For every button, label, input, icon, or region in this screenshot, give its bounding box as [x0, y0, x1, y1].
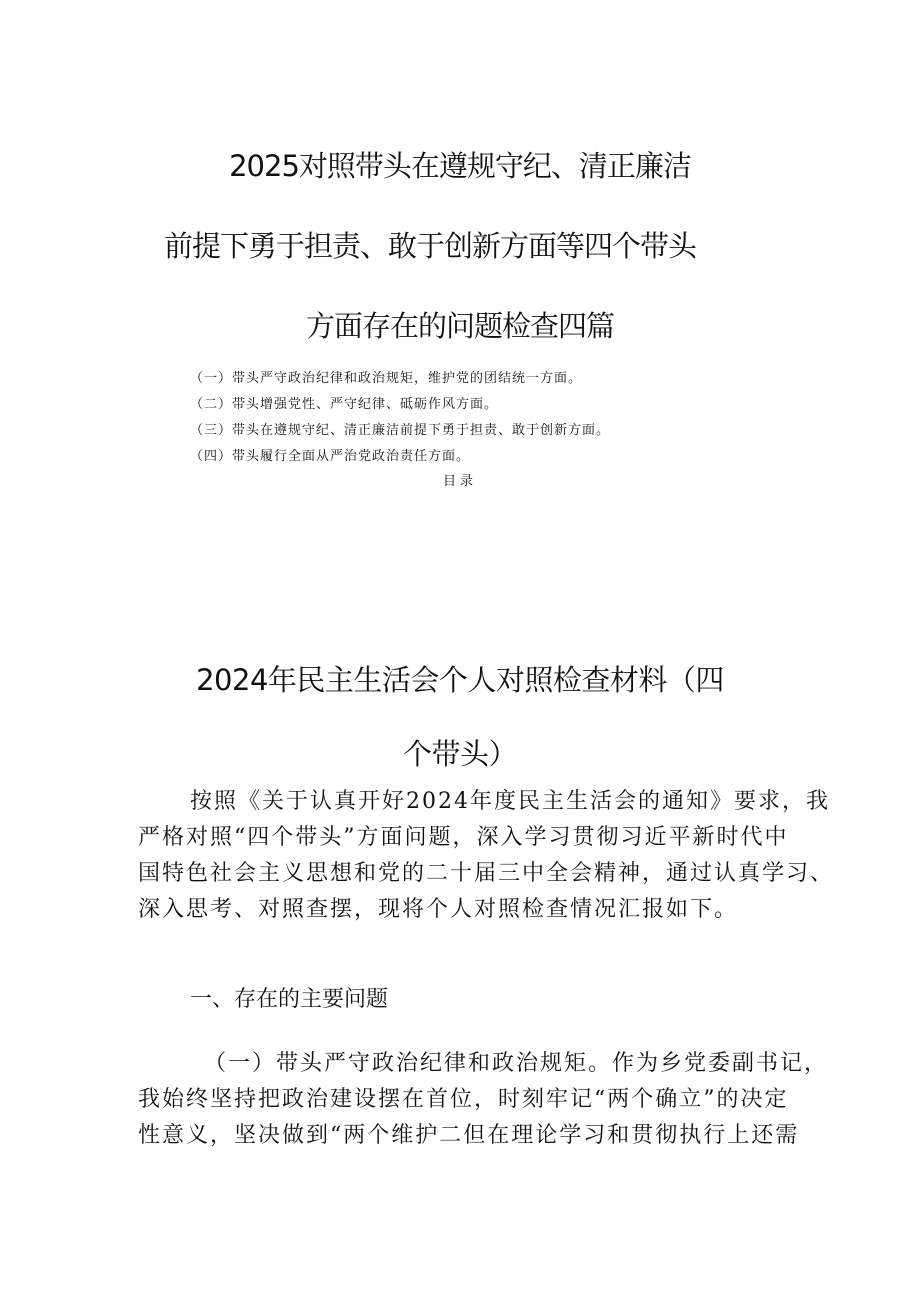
paragraph-1: [138, 1046, 829, 1154]
doc-title-line-2: 前提下勇于担责、敢于创新方面等四个带头: [163, 229, 696, 263]
para1-line-3: 性意义，坚决做到“两个维护二但在理论学习和贯彻执行上还需: [138, 1123, 800, 1148]
doc-title-line-3: 方面存在的问题检查四篇: [305, 309, 614, 343]
article-title-line-2: 个带头）: [402, 737, 517, 771]
toc-item-1[interactable]: （一）带头严守政治纪律和政治规矩，维护党的团结统一方面。: [190, 371, 583, 386]
para1-line-2: 我始终坚持把政治建设摆在首位，时刻牢记“两个确立”的决定: [138, 1087, 789, 1112]
doc-title-line-1: 2025对照带头在遵规守纪、清正廉洁: [229, 149, 691, 183]
para1-line-1: （一）带头严守政治纪律和政治规矩。作为乡党委副书记，: [204, 1051, 829, 1076]
intro-line-1: 按照《关于认真开好2024年度民主生活会的通知》要求，我: [190, 789, 830, 814]
article-title-line-1: 2024年民主生活会个人对照检查材料（四: [196, 663, 724, 697]
intro-paragraph: [138, 784, 835, 928]
section-heading-problems: 一、存在的主要问题: [190, 987, 389, 1012]
intro-line-3: 国特色社会主义思想和党的二十届三中全会精神，通过认真学习、: [138, 861, 835, 886]
toc-item-3[interactable]: （三）带头在遵规守纪、清正廉洁前提下勇于担责、敢于创新方面。: [190, 423, 611, 438]
toc-item-4[interactable]: （四）带头履行全面从严治党政治责任方面。: [190, 449, 471, 464]
table-of-contents: [190, 366, 610, 470]
toc-item-2[interactable]: （二）带头增强党性、严守纪律、砥砺作风方面。: [190, 397, 499, 412]
intro-line-4: 深入思考、对照查摆，现将个人对照检查情况汇报如下。: [138, 897, 739, 922]
intro-line-2: 严格对照“四个带头”方面问题，深入学习贯彻习近平新时代中: [138, 825, 789, 850]
toc-label: 目录: [442, 474, 477, 489]
